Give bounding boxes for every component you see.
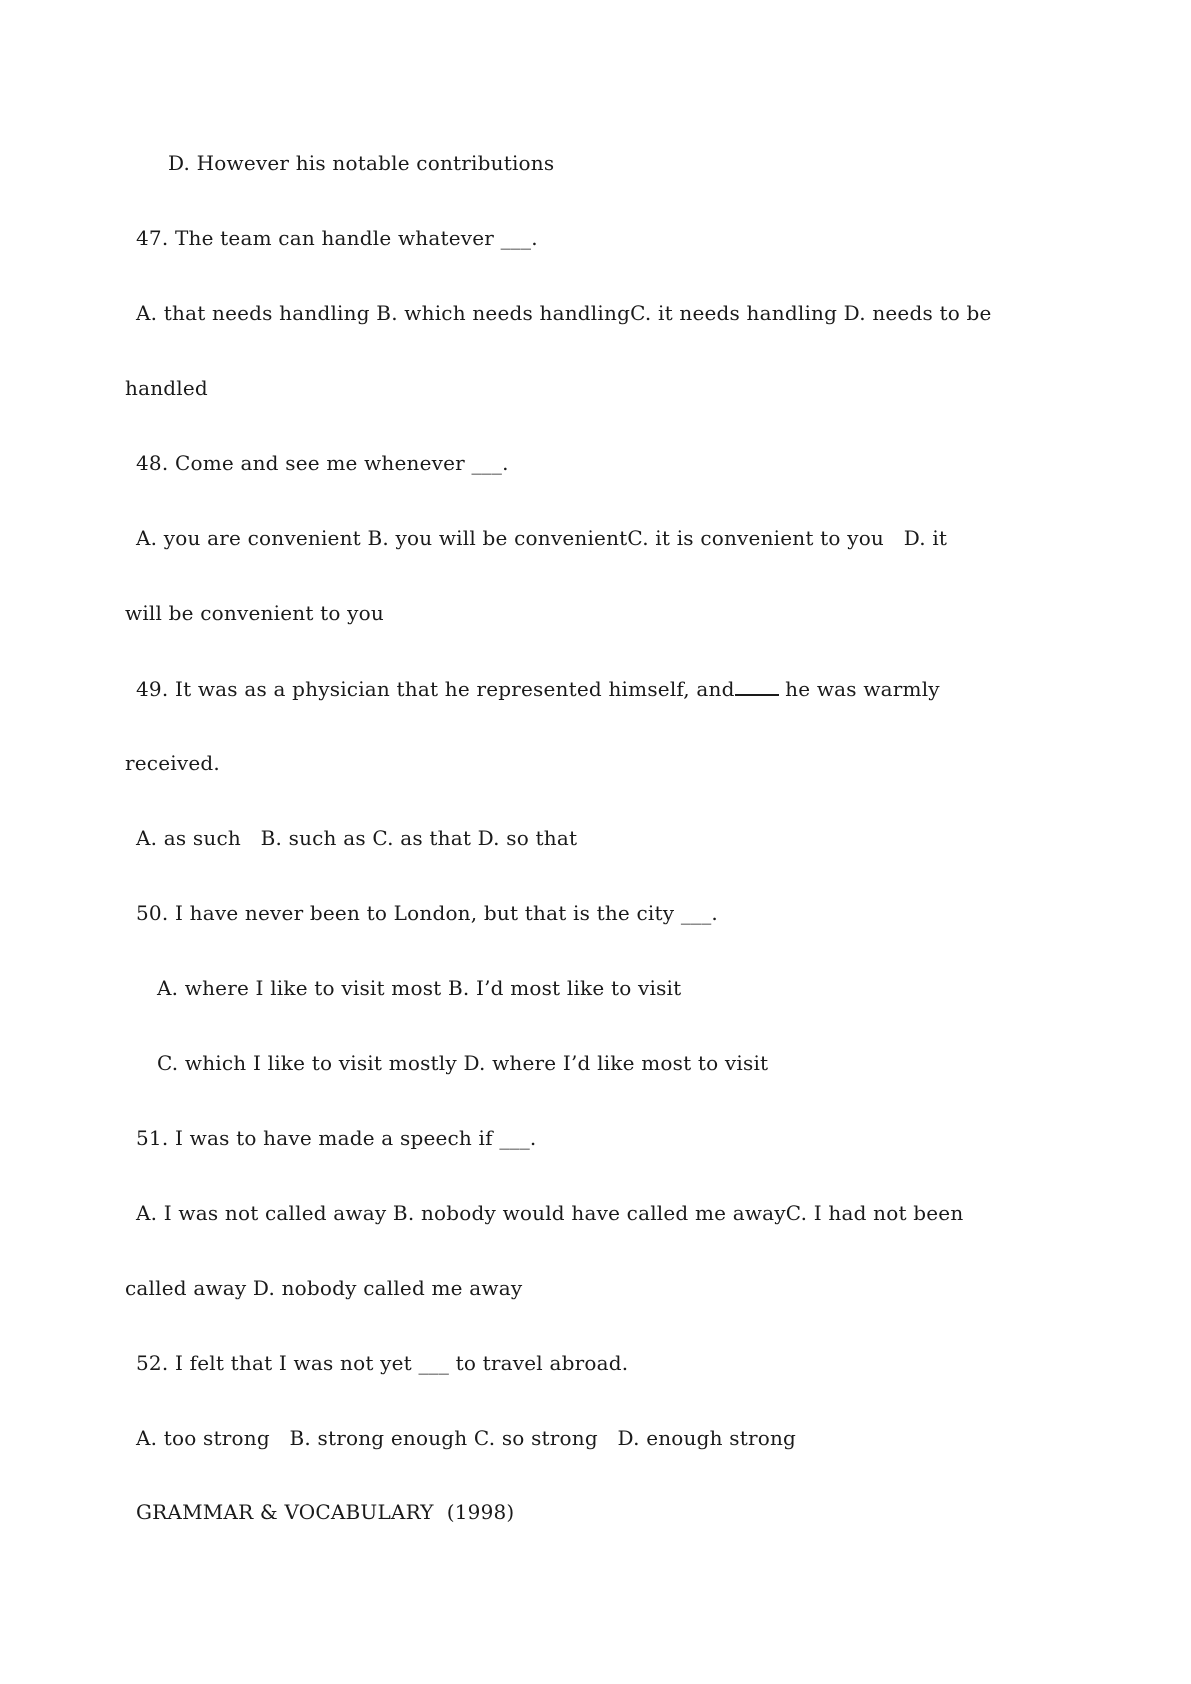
q51-options: A. I was not called away B. nobody would have called me awayC. I had not been [136,1201,964,1225]
q49-stem-part2: he was warmly [778,677,940,701]
q50-options-ab: A. where I like to visit most B. I’d most like to visit [157,976,682,1000]
q50-options-cd: C. which I like to visit mostly D. where I’d like most to visit [157,1051,769,1075]
q47-stem: 47. The team can handle whatever ___. [136,226,538,250]
q47-options: A. that needs handling B. which needs handlingC. it needs handling D. needs to be [136,301,992,325]
q47-options-continued: handled [125,376,208,400]
q48-stem: 48. Come and see me whenever ___. [136,451,509,475]
q49-stem [136,676,940,701]
q52-stem: 52. I felt that I was not yet ___ to travel abroad. [136,1351,629,1375]
q52-options: A. too strong B. strong enough C. so strong D. enough strong [136,1426,797,1450]
section-heading: GRAMMAR & VOCABULARY (1998) [136,1500,515,1524]
answer-blank [735,676,779,696]
q49-stem-continued: received. [125,751,220,775]
q50-stem: 50. I have never been to London, but that is the city ___. [136,901,718,925]
q48-options: A. you are convenient B. you will be convenientC. it is convenient to you D. it [136,526,948,550]
q48-options-continued: will be convenient to you [125,601,384,625]
q49-options: A. as such B. such as C. as that D. so that [136,826,578,850]
q51-stem: 51. I was to have made a speech if ___. [136,1126,537,1150]
q46-option-d: D. However his notable contributions [168,151,555,175]
q51-options-continued: called away D. nobody called me away [125,1276,523,1300]
q49-stem-part1: 49. It was as a physician that he represented himself, and [136,677,735,701]
